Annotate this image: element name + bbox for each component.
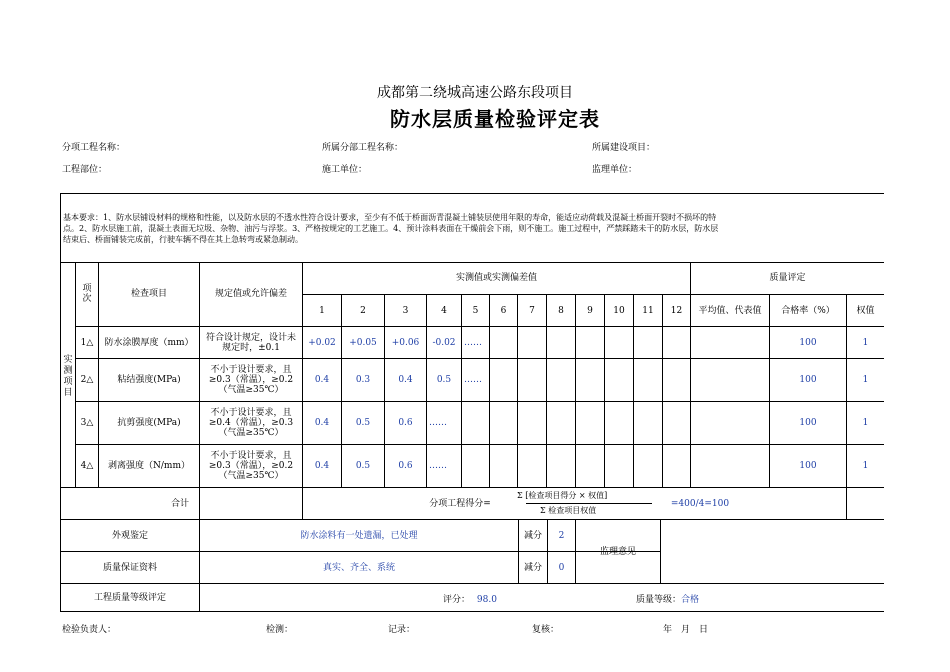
header-weight: 权值 — [856, 305, 875, 316]
row-measured-value: +0.02 — [308, 337, 336, 348]
row-measured-value: +0.05 — [349, 337, 377, 348]
row-measured-value: +0.06 — [391, 337, 420, 348]
column-header: 8 — [558, 305, 564, 316]
row-weight: 1 — [862, 461, 869, 471]
subitem-name-label: 分项工程名称： — [62, 143, 126, 153]
header-spec: 规定值或允许偏差 — [214, 289, 287, 299]
header-measured: 实测值或实测偏差值 — [455, 273, 537, 283]
appearance-label: 外观鉴定 — [111, 530, 148, 541]
column-header: 10 — [613, 305, 625, 316]
formula-denominator: Σ 检查项目权值 — [540, 506, 597, 515]
document-title: 防水层质量检验评定表 — [390, 107, 600, 131]
row-measured-value: …… — [464, 375, 482, 385]
date-label: 年 月 日 — [663, 625, 709, 635]
grade-assessment-label: 工程质量等级评定 — [93, 592, 166, 603]
row-measured-value: 0.5 — [436, 375, 452, 385]
column-header: 6 — [500, 305, 507, 316]
row-pass-rate: 100 — [799, 375, 817, 385]
basic-requirements — [63, 212, 883, 248]
row-measured-value: 0.6 — [398, 418, 413, 428]
row-spec: 符合设计规定，设计未规定时，±0.1 — [205, 332, 296, 353]
reviewer-label: 复核： — [532, 625, 560, 635]
construction-item-label: 所属建设项目： — [592, 143, 656, 153]
column-header: 2 — [360, 305, 366, 316]
row-spec: 不小于设计要求，且≥0.3（常温），≥0.2（气温≥35℃） — [208, 365, 294, 395]
contractor-label: 施工单位： — [322, 165, 368, 175]
qa-deduct-label: 减分 — [523, 562, 542, 573]
formula-numerator — [517, 490, 607, 501]
formula-result: =400/4=100 — [670, 498, 730, 509]
row-spec: 不小于设计要求，且≥0.4（常温），≥0.3（气温≥35℃） — [208, 408, 294, 438]
qa-deduct-value: 0 — [558, 562, 565, 573]
row-item: 抗剪强度(MPa) — [117, 418, 181, 428]
row-measured-value: 0.4 — [398, 375, 413, 385]
quality-level-row — [636, 592, 699, 605]
quality-level-text: 质量等级： — [636, 595, 682, 605]
appearance-deduct-value: 2 — [558, 530, 565, 541]
location-label: 工程部位： — [62, 165, 108, 175]
requirements-line-3: 结束后、桥面铺装完成前，行驶车辆不得在其上急转弯或紧急制动。 — [63, 235, 303, 244]
qa-label: 质量保证资料 — [102, 562, 157, 573]
parent-name-label: 所属分部工程名称： — [322, 143, 404, 153]
side-label-measured-items: 实测项目 — [63, 355, 73, 398]
row-seq: 3△ — [80, 418, 94, 428]
row-seq: 4△ — [80, 461, 94, 471]
row-measured-value: …… — [429, 461, 447, 471]
project-subtitle: 成都第二绕城高速公路东段项目 — [377, 85, 573, 101]
column-header: 5 — [472, 305, 479, 316]
appearance-deduct-label: 减分 — [523, 530, 542, 541]
column-header: 12 — [670, 305, 683, 316]
row-measured-value: -0.02 — [432, 337, 456, 348]
column-header: 4 — [441, 305, 447, 316]
total-label: 合计 — [170, 498, 189, 509]
row-measured-value: …… — [429, 418, 447, 428]
formula-numerator-text: Σ [检查项目得分 × 权值] — [517, 491, 608, 500]
header-seq: 项次 — [82, 284, 92, 304]
row-pass-rate: 100 — [799, 337, 817, 348]
recorder-label: 记录： — [388, 625, 416, 635]
header-average: 平均值、代表值 — [698, 305, 762, 316]
row-seq: 2△ — [80, 375, 94, 385]
row-measured-value: 0.5 — [355, 461, 371, 471]
column-header: 7 — [529, 305, 535, 316]
tester-label: 检测： — [266, 625, 294, 635]
row-weight: 1 — [862, 418, 869, 428]
row-measured-value: 0.4 — [314, 418, 330, 428]
row-pass-rate: 100 — [799, 418, 817, 428]
score-value: 98.0 — [476, 595, 497, 605]
requirements-line-2: 点。2、防水层施工前，混凝土表面无垃圾、杂物、油污与浮浆。3、严格按规定的工艺施工。4、预计涂料表面在干燥前会下雨，则不施工。施工过程中，严禁踩踏未干的防水层，防水层 — [63, 224, 719, 233]
row-measured-value: 0.4 — [314, 461, 330, 471]
header-item: 检查项目 — [130, 289, 167, 299]
row-item: 剥离强度（N/mm） — [108, 461, 190, 471]
row-item: 粘结强度(MPa) — [117, 375, 181, 385]
supervision-opinion-label: 监理意见 — [599, 546, 636, 557]
score-row — [443, 592, 497, 605]
column-header: 3 — [402, 305, 409, 316]
column-header: 11 — [642, 305, 654, 316]
score-text: 评分： — [443, 595, 471, 605]
row-measured-value: …… — [464, 337, 482, 348]
column-header: 9 — [587, 305, 593, 316]
inspector-label: 检验负责人： — [62, 625, 117, 635]
row-measured-value: 0.5 — [355, 418, 371, 428]
row-spec: 不小于设计要求，且≥0.3（常温），≥0.2（气温≥35℃） — [208, 451, 294, 481]
row-measured-value: 0.6 — [398, 461, 413, 471]
header-pass-rate: 合格率（%） — [781, 305, 835, 316]
row-weight: 1 — [862, 375, 869, 385]
appearance-value: 防水涂料有一处遗漏，已处理 — [300, 530, 418, 541]
row-measured-value: 0.3 — [355, 375, 371, 385]
quality-level-value: 合格 — [681, 595, 700, 605]
row-seq: 1△ — [80, 337, 94, 348]
qa-value: 真实、齐全、系统 — [322, 562, 395, 573]
score-label: 分项工程得分= — [429, 498, 491, 509]
row-weight: 1 — [862, 337, 869, 348]
requirements-line-1: 基本要求：1、防水层铺设材料的规格和性能，以及防水层的不透水性符合设计要求，至少有不低于桥面沥青混凝土铺装层使用年限的寿命，能适应动荷载及混凝土桥面开裂时不损坏的特 — [63, 213, 717, 222]
row-item: 防水涂膜厚度（mm） — [104, 337, 194, 348]
supervisor-label: 监理单位： — [592, 165, 638, 175]
row-pass-rate: 100 — [799, 461, 817, 471]
header-quality: 质量评定 — [769, 273, 806, 283]
row-measured-value: 0.4 — [314, 375, 330, 385]
column-header: 1 — [319, 305, 325, 316]
